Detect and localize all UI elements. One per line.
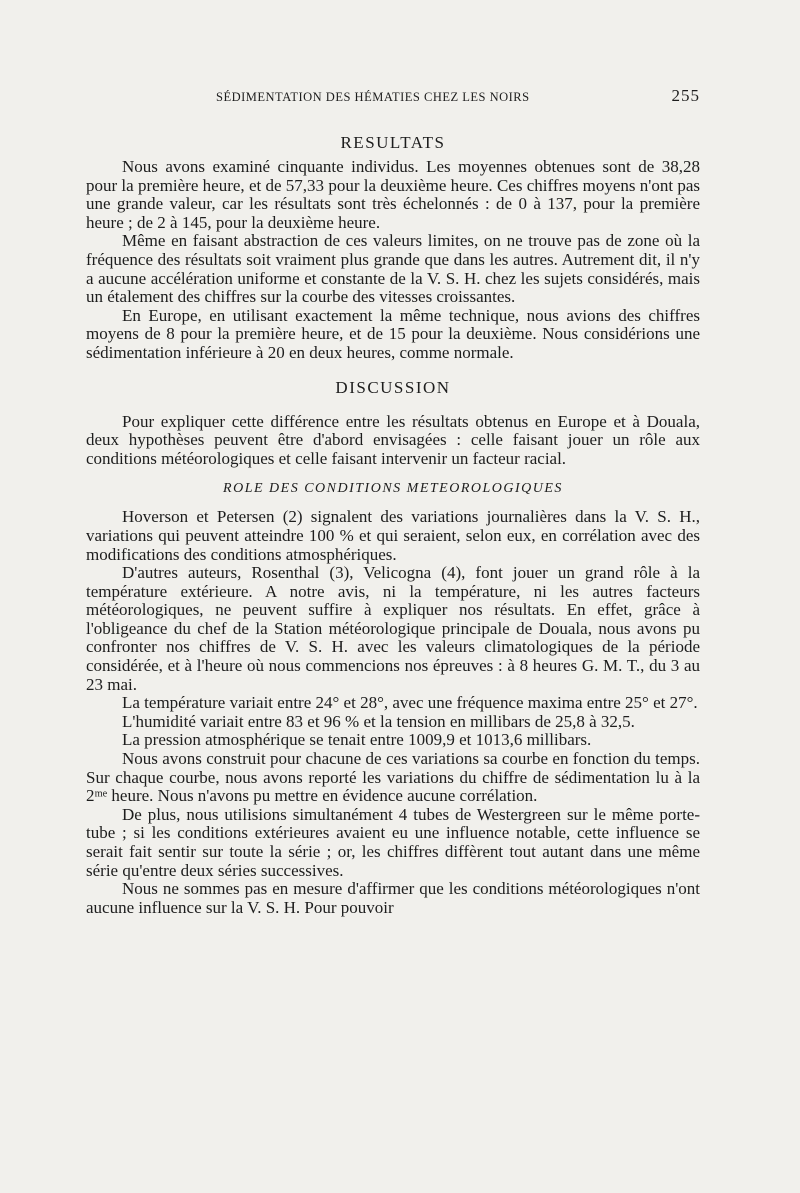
meteo-paragraph-7: De plus, nous utilisions simultanément 4 tubes de Westergreen sur le même porte-tube ; si les conditions extérieures avaient eu une influence notable, cette influence se serait fait sentir sur toute la série ; or, les chiffres diffèrent tout autant dans une même série qu'entre deux séries successives. (86, 804, 700, 880)
meteo-paragraph-6: Nous avons construit pour chacune de ces variations sa courbe en fonction du temps. Sur chaque courbe, nous avons reporté les variations du chiffre de sédimentation lu à la 2ᵐᵉ heure. Nous n'avons pu mettre en évidence aucune corrélation. (86, 749, 700, 806)
discussion-heading: DISCUSSION (335, 377, 451, 397)
meteo-paragraph-1: Hoverson et Petersen (2) signalent des variations journalières dans la V. S. H., variations qui peuvent atteindre 100 % et qui seraient, selon eux, en corrélation avec des modifications des conditions atmosphériques. (86, 507, 700, 564)
results-paragraph-3: En Europe, en utilisant exactement la même technique, nous avions des chiffres moyens de 8 pour la première heure, et de 15 pour la deuxième. Nous considérions une sédimentation inférieure à 20 en deux heures, comme normale. (86, 305, 700, 362)
meteo-paragraph-5: La pression atmosphérique se tenait entre 1009,9 et 1013,6 millibars. (122, 730, 592, 750)
running-title: SÉDIMENTATION DES HÉMATIES CHEZ LES NOIRS (216, 90, 530, 104)
meteo-subheading: ROLE DES CONDITIONS METEOROLOGIQUES (223, 481, 563, 497)
meteo-paragraph-2: D'autres auteurs, Rosenthal (3), Velicogna (4), font jouer un grand rôle à la température extérieure. A notre avis, ni la température, ni les autres facteurs météorologiques, ne peuvent suffire à expliquer nos résultats. En effet, grâce à l'obligeance du chef de la Station météorologique principale de Douala, nous avons pu confronter nos chiffres de V. S. H. avec les valeurs climatologiques de la période considérée, et à l'heure où nous commencions nos épreuves : à 8 heures G. M. T., du 3 au 23 mai. (86, 563, 700, 694)
page-number: 255 (671, 86, 700, 105)
results-paragraph-1: Nous avons examiné cinquante individus. Les moyennes obtenues sont de 38,28 pour la première heure, et de 57,33 pour la deuxième heure. Ces chiffres moyens n'ont pas une grande valeur, car les résultats sont très échelonnés : de 0 à 137, pour la première heure ; de 2 à 145, pour la deuxième heure. (86, 157, 700, 232)
meteo-paragraph-8: Nous ne sommes pas en mesure d'affirmer que les conditions météorologiques n'ont aucune influence sur la V. S. H. Pour pouvoir (86, 879, 700, 917)
running-head (216, 86, 700, 110)
results-paragraph-2: Même en faisant abstraction de ces valeurs limites, on ne trouve pas de zone où la fréquence des résultats soit vraiment plus grande que dans les autres. Autrement dit, il n'y a aucune accélération uniforme et constante de la V. S. H. chez les sujets considérés, mais un étalement des chiffres sur la courbe des vitesses croissantes. (86, 231, 700, 307)
page (86, 86, 700, 917)
meteo-paragraph-3: La température variait entre 24° et 28°, avec une fréquence maxima entre 25° et 27°. (122, 693, 698, 713)
meteo-paragraph-4: L'humidité variait entre 83 et 96 % et la tension en millibars de 25,8 à 32,5. (122, 711, 635, 731)
results-heading: RESULTATS (340, 133, 446, 152)
discussion-paragraph-1: Pour expliquer cette différence entre les résultats obtenus en Europe et à Douala, deux hypothèses peuvent être d'abord envisagées : celle faisant jouer un rôle aux conditions météorologiques et celle faisant intervenir un facteur racial. (86, 411, 700, 468)
